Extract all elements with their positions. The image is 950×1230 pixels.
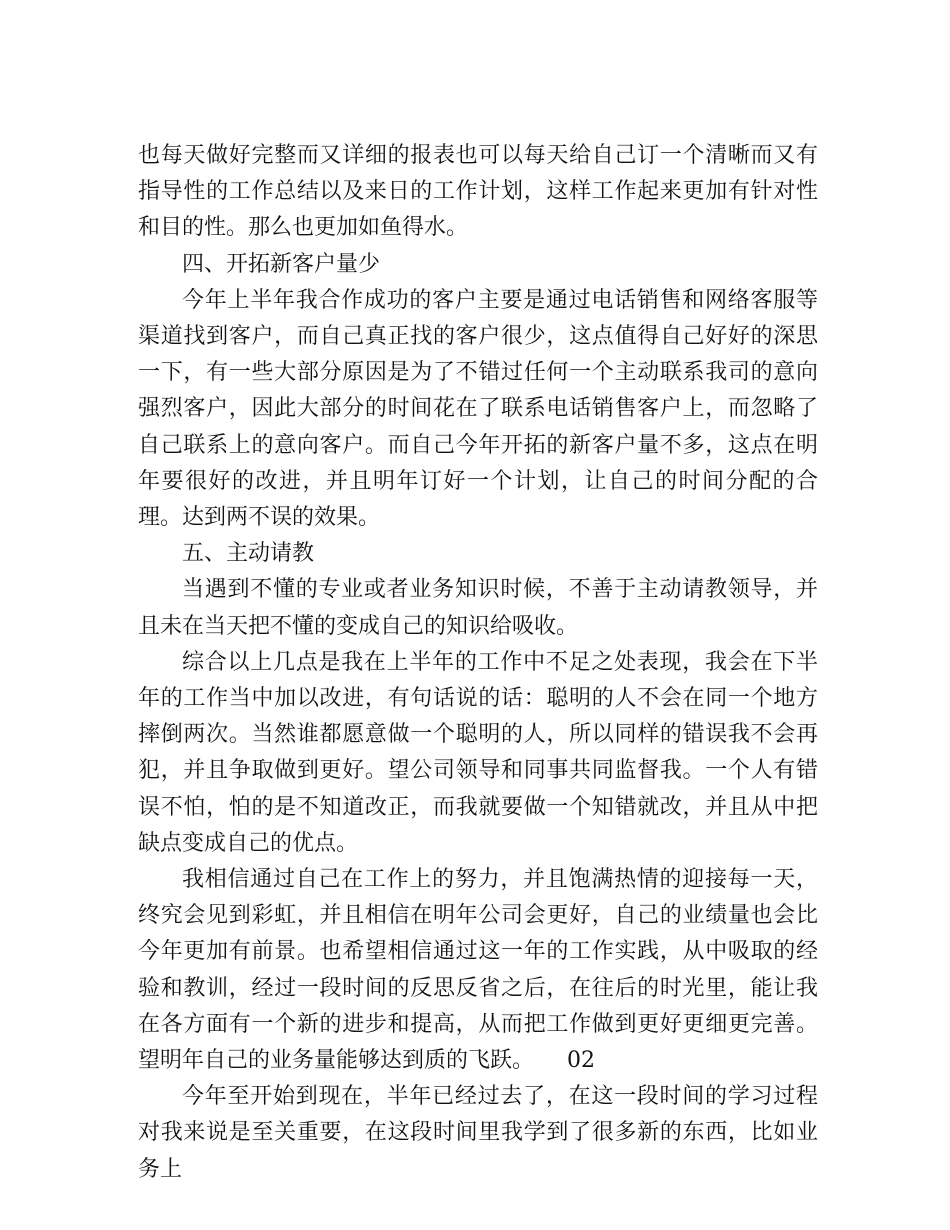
paragraph-2: 今年上半年我合作成功的客户主要是通过电话销售和网络客服等渠道找到客户，而自己真正找的客户很少，这点值得自己好好的深思一下，有一些大部分原因是为了不错过任何一个主动联系我司的意向强烈客户，因此大部分的时间花在了联系电话销售客户上，而忽略了自己联系上的意向客户。而自己今年开拓的新客户量不多，这点在明年要很好的改进，并且明年订好一个计划，让自己的时间分配的合理。达到两不误的效果。 <box>138 287 818 531</box>
paragraph-3: 当遇到不懂的专业或者业务知识时候，不善于主动请教领导，并且未在当天把不懂的变成自己的知识给吸收。 <box>138 577 818 639</box>
section-heading-5: 五、主动请教 <box>182 541 315 567</box>
paragraph-1: 也每天做好完整而又详细的报表也可以每天给自己订一个清晰而又有指导性的工作总结以及来日的工作计划，这样工作起来更加有针对性和目的性。那么也更加如鱼得水。 <box>138 143 818 241</box>
section-heading-4: 四、开拓新客户量少 <box>182 251 381 277</box>
paragraph-6: 今年至开始到现在，半年已经过去了，在这一段时间的学习过程对我来说是至关重要，在这段时间里我学到了很多新的东西，比如业务上 <box>138 1084 818 1182</box>
document-body <box>138 138 818 1188</box>
paragraph-5: 我相信通过自己在工作上的努力，并且饱满热情的迎接每一天，终究会见到彩虹，并且相信在明年公司会更好，自己的业绩量也会比今年更加有前景。也希望相信通过这一年的工作实践，从中吸取的经验和教训，经过一段时间的反思反省之后，在往后的时光里，能让我在各方面有一个新的进步和提高，从而把工作做到更好更细更完善。望明年自己的业务量能够达到质的飞跃。 02 <box>138 867 818 1074</box>
paragraph-4: 综合以上几点是我在上半年的工作中不足之处表现，我会在下半年的工作当中加以改进，有句话说的话：聪明的人不会在同一个地方摔倒两次。当然谁都愿意做一个聪明的人，所以同样的错误我不会再犯，并且争取做到更好。望公司领导和同事共同监督我。一个人有错误不怕，怕的是不知道改正，而我就要做一个知错就改，并且从中把缺点变成自己的优点。 <box>138 649 818 856</box>
